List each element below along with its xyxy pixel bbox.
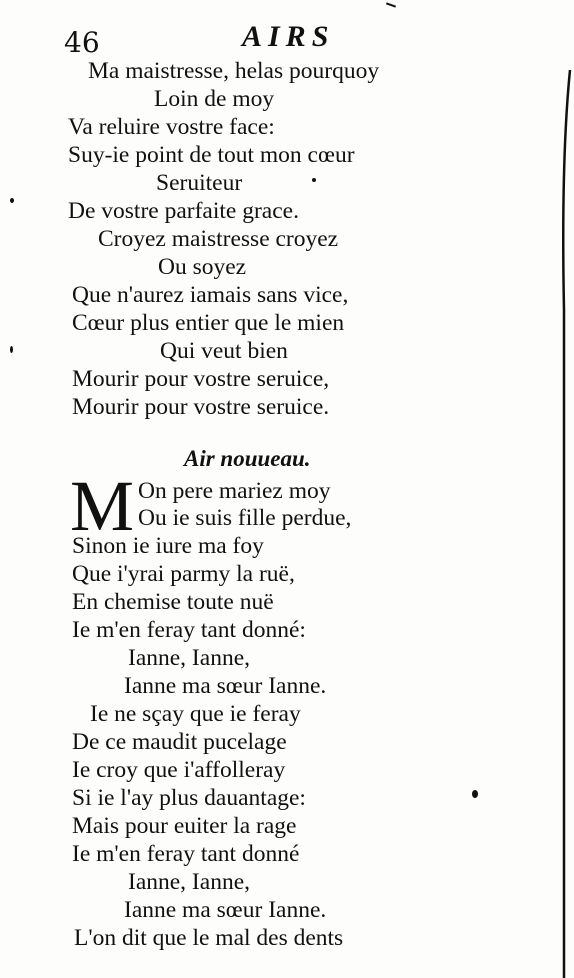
- verse-line: Ie m'en feray tant donné:: [72, 617, 306, 643]
- verse-line: Qui veut bien: [160, 338, 288, 364]
- verse-line: Mourir pour vostre seruice,: [72, 366, 330, 392]
- verse-line: Mourir pour vostre seruice.: [72, 394, 330, 420]
- verse-line: En chemise toute nuë: [72, 589, 274, 615]
- verse-line: Ianne, Ianne,: [128, 645, 250, 671]
- verse-line: De ce maudit pucelage: [72, 729, 287, 755]
- verse-line: Ianne, Ianne,: [128, 869, 250, 895]
- verse-line: Cœur plus entier que le mien: [72, 310, 345, 336]
- verse-line: Ou ie suis fille perdue,: [138, 505, 352, 531]
- verse-line: Ianne ma sœur Ianne.: [124, 897, 327, 923]
- verse-line: Ma maistresse, helas pourquoy: [88, 58, 380, 84]
- verse-line: Mais pour euiter la rage: [72, 813, 297, 839]
- verse-line: Ianne ma sœur Ianne.: [124, 673, 327, 699]
- verse-line: Croyez maistresse croyez: [98, 226, 339, 252]
- ink-speck: [10, 346, 13, 353]
- verse-line: Suy-ie point de tout mon cœur: [68, 142, 355, 168]
- drop-cap: M: [70, 466, 135, 546]
- page-number: 46: [64, 26, 100, 59]
- verse-line: Ou soyez: [158, 254, 247, 280]
- verse-line: Ie m'en feray tant donné: [72, 841, 300, 867]
- verse-line: Va reluire vostre face:: [68, 114, 275, 140]
- verse-line: De vostre parfaite grace.: [68, 198, 299, 224]
- song-title: Air nouueau.: [184, 446, 311, 471]
- verse-line: On pere mariez moy: [138, 478, 331, 504]
- verse-line: Ie croy que i'affolleray: [72, 757, 286, 783]
- verse-line: Si ie l'ay plus dauantage:: [72, 785, 306, 811]
- verse-line: L'on dit que le mal des dents: [74, 925, 344, 951]
- verse-line: Que i'yrai parmy la ruë,: [72, 561, 295, 587]
- running-title: AIRS: [242, 20, 335, 53]
- verse-line: Sinon ie iure ma foy: [72, 533, 264, 559]
- ink-speck: [10, 198, 14, 203]
- verse-line: Loin de moy: [154, 86, 275, 112]
- ink-speck: [386, 2, 396, 7]
- verse-line: Ie ne sçay que ie feray: [90, 701, 301, 727]
- ink-speck: [312, 178, 316, 182]
- binding-edge-shadow: [558, 70, 574, 978]
- ink-speck: [472, 790, 478, 798]
- verse-line: Que n'aurez iamais sans vice,: [72, 282, 349, 308]
- verse-line: Seruiteur: [156, 170, 243, 196]
